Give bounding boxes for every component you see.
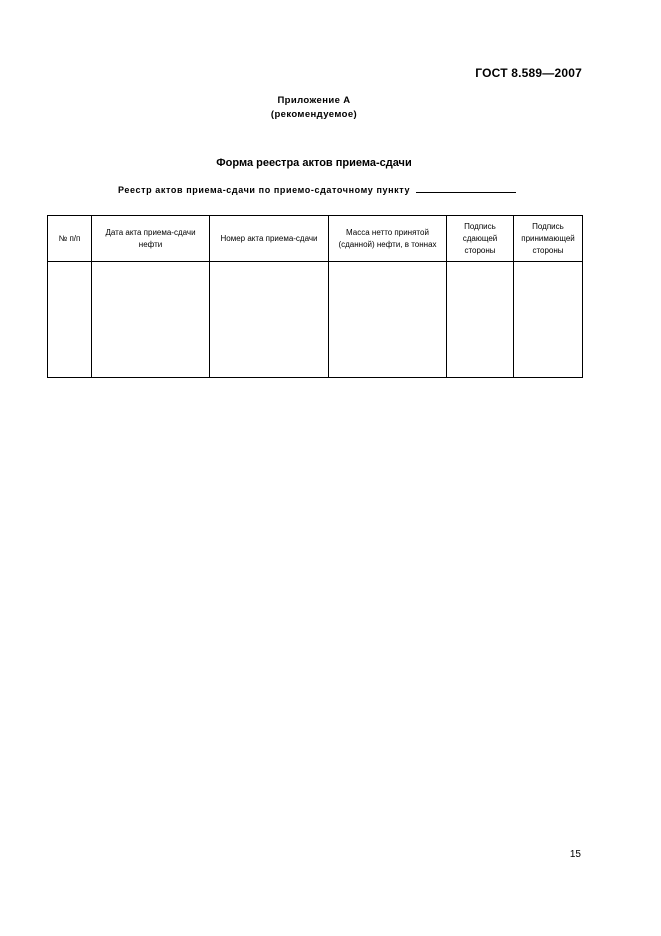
table-cell [447,262,514,378]
table-cell [514,262,583,378]
table-header-row [48,216,583,262]
column-header-net-mass: Масса нетто принятой (сданной) нефти, в тоннах [329,216,447,262]
registry-label: Реестр актов приема-сдачи по приемо-сдаточному пункту [118,185,411,195]
standard-code: ГОСТ 8.589—2007 [475,66,582,80]
form-title: Форма реестра актов приема-сдачи [216,157,412,169]
column-header-receiver-signature: Подпись принимающей стороны [514,216,583,262]
registry-table [47,215,583,378]
table-cell [329,262,447,378]
table-cell [48,262,92,378]
table-cell [92,262,210,378]
appendix-heading [0,94,628,122]
page-number: 15 [569,849,581,860]
registry-blank-field [416,184,516,193]
appendix-status: (рекомендуемое) [270,109,358,120]
registry-line [118,184,516,195]
appendix-title: Приложение А [277,95,351,106]
column-header-sender-signature: Подпись сдающей стороны [447,216,514,262]
column-header-act-number: Номер акта приема-сдачи [210,216,329,262]
table-cell [210,262,329,378]
table-row [48,262,583,378]
column-header-number: № п/п [48,216,92,262]
column-header-act-date: Дата акта приема-сдачи нефти [92,216,210,262]
